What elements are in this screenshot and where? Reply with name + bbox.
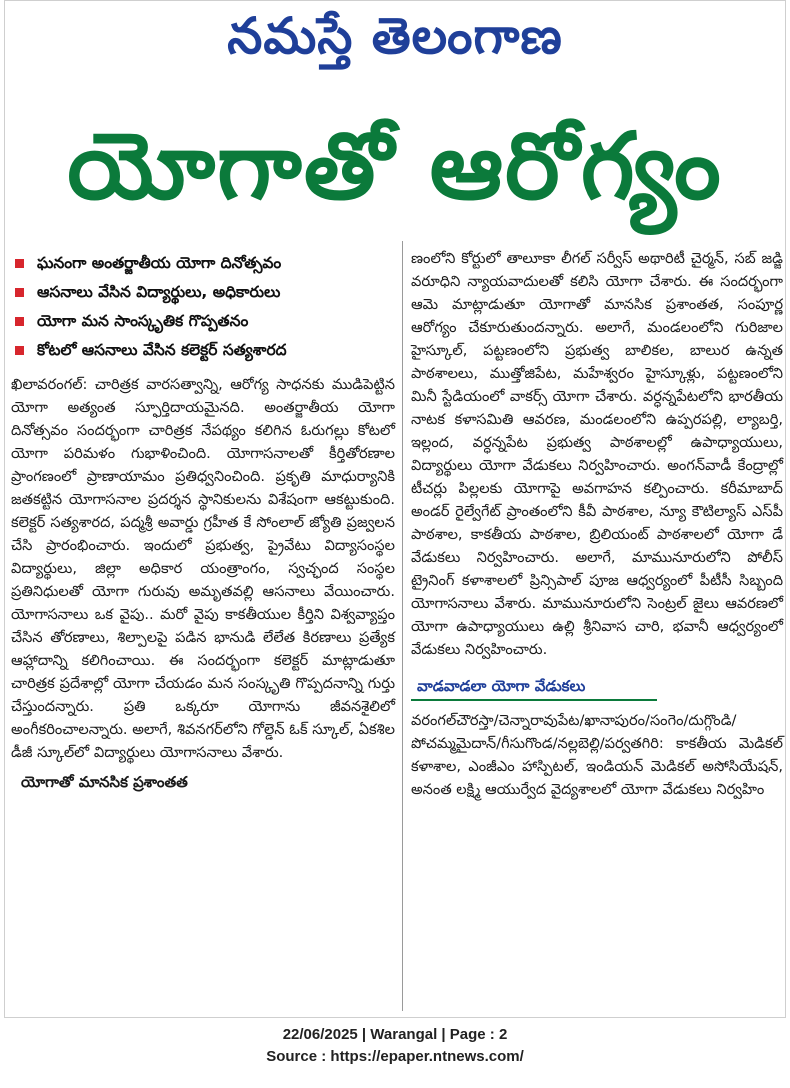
bullet-square-icon [15, 317, 24, 326]
headline: యోగాతో ఆరోగ్యం [67, 113, 723, 220]
bullet-text: కోటలో ఆసనాలు వేసిన కలెక్టర్ సత్యశారద [37, 341, 287, 359]
bullet-item [11, 307, 395, 336]
left-subheading: యోగాతో మానసిక ప్రశాంతత [21, 773, 188, 791]
left-column [11, 241, 395, 794]
bullet-square-icon [15, 259, 24, 268]
right-column [411, 241, 783, 801]
left-body-text: ఖిలావరంగల్: చారిత్రక వారసత్వాన్ని, ఆరోగ్య సాధనకు ముడిపెట్టిన యోగా అత్యంత స్ఫూర్తిదాయమైనది. అంతర్జాతీయ యోగా దినోత్సవం సందర్భంగా చారిత్రక నేపథ్యం కలిగిన ఓరుగల్లు కోటలో యోగా పరిమళం గుభాళించింది. యోగాసనాలతో కీర్తితోరణాల ప్రాంగణంలో ప్రాణాయామం ప్రతిధ్వనించింది. ప్రకృతి మాధుర్యానికి జతకట్టిన యోగాసనాల ప్రదర్శన స్థానికులను విశేషంగా ఆకట్టుకుంది. కలెక్టర్ సత్యశారద, పద్మశ్రీ అవార్డు గ్రహీత కే సోంలాల్ జ్యోతి ప్రజ్వలన చేసి ప్రారంభించారు. ఇందులో ప్రభుత్వ, ప్రైవేటు విద్యాసంస్థల విద్యార్థులు, జిల్లా అధికార యంత్రాంగం, స్వచ్ఛంద సంస్థల ప్రతినిధులతో యోగా గురువు అమృతవల్లి ఆసనాలు వేయించారు. యోగాసనాలు ఒక వైపు.. మరో వైపు కాకతీయుల కీర్తిని విశ్వవ్యాప్తం చేసిన తోరణాలు, శిల్పాలపై పడిన భానుడి లేలేత కిరణాలు ప్రత్యేక ఆహ్లాదాన్ని కలిగించాయి. ఈ సందర్భంగా కలెక్టర్ మాట్లాడుతూ చారిత్రక ప్రదేశాల్లో యోగా చేయడం మన సంస్కృతి గొప్పదనాన్ని గుర్తు చేస్తుందన్నారు. ప్రతి ఒక్కరూ యోగాను జీవనశైలిలో అంగీకరించాలన్నారు. అలాగే, శివనగర్‌లోని గోల్డెన్ ఓక్ స్కూల్, ఏకశిల డీజీ స్కూల్‌లో విద్యార్థులు యోగాసనాలు వేశారు. [11, 376, 395, 761]
bullet-text: ఘనంగా అంతర్జాతీయ యోగా దినోత్సవం [37, 254, 282, 272]
bullet-text: యోగా మన సాంస్కృతిక గొప్పతనం [37, 312, 249, 330]
bullet-square-icon [15, 346, 24, 355]
page-footer [0, 1024, 790, 1068]
bullet-square-icon [15, 288, 24, 297]
column-divider [402, 241, 403, 1011]
right-body-text: ణంలోని కోర్టులో తాలూకా లీగల్ సర్వీస్ అథారిటీ చైర్మన్, సబ్ జడ్జి వరూధిని న్యాయవాదులతో కలిసి యోగా చేశారు. ఈ సందర్భంగా ఆమె మాట్లాడుతూ యోగాతో మానసిక ప్రశాంతత, సంపూర్ణ ఆరోగ్యం చేకూరుతుందన్నారు. అలాగే, మండలంలోని గురిజాల హైస్కూల్, పట్టణంలోని ప్రభుత్వ బాలికల, బాలుర ఉన్నత పాఠశాలలు, ముత్తోజిపేట, మహేశ్వరం హైస్కూళ్లు, పట్టణంలోని మినీ స్టేడియంలో వాకర్స్ యోగా చేశారు. వర్ధన్నపేటలోని భారతీయ నాటక కళాసమితి ఆవరణ, మండలంలోని ఉప్పరపల్లి, ల్యాబర్తి, ఇల్లంద, వర్ధన్నపేట ప్రభుత్వ పాఠశాలల్లో ఉపాధ్యాయులు, విద్యార్థులు యోగా వేడుకలు నిర్వహించారు. అంగన్‌వాడీ కేంద్రాల్లో టీచర్లు పిల్లలకు యోగాపై అవగాహన కల్పించారు. కరీమాబాద్ అండర్ రైల్వేగేట్ ప్రాంతంలోని కీవీ పాఠశాల, న్యూ కౌటిల్యాస్ ఎస్‌పీ పాఠశాల, కాకతీయ పాఠశాల, బ్రిలియంట్ పాఠశాలలో యోగా డే వేడుకలు నిర్వహించారు. అలాగే, మామునూరులోని పోలీస్ ట్రైనింగ్ కళాశాలలో ప్రిన్సిపాల్ పూజ ఆధ్వర్యంలో పీటీసీ సిబ్బంది యోగాసనాలు వేశారు. మామునూరులోని సెంట్రల్ జైలు ఆవరణలో యోగా ఉపాధ్యాయులు ఉల్లి శ్రీనివాస చారి, భవానీ ఆధ్వర్యంలో వేడుకలు నిర్వహించారు. [411, 250, 783, 658]
bullet-item [11, 336, 395, 365]
right-body-text-2: వరంగల్‌చౌరస్తా/చెన్నారావుపేట/ఖానాపురం/సంగెం/దుగ్గొండి/పోచమ్మమైదాన్/గీసుగొండ/నల్లబెల్లి/పర్వతగిరి: కాకతీయ మెడికల్ కళాశాల, ఎంజీఎం హాస్పిటల్, ఇండియన్ మెడికల్ అసోసియేషన్, అనంత లక్ష్మి ఆయుర్వేద వైద్యశాలలో యోగా వేడుకలు నిర్వహిం [411, 712, 783, 798]
newspaper-clipping [4, 0, 786, 1018]
masthead-logo: నమస్తే తెలంగాణ [227, 6, 563, 65]
bullet-item [11, 249, 395, 278]
right-subheading: వాడవాడలా యోగా వేడుకలు [411, 673, 657, 701]
footer-date-line: 22/06/2025 | Warangal | Page : 2 [282, 1026, 508, 1043]
bullet-item [11, 278, 395, 307]
bullet-text: ఆసనాలు వేసిన విద్యార్థులు, అధికారులు [37, 283, 281, 301]
footer-source-line: Source : https://epaper.ntnews.com/ [266, 1048, 524, 1065]
bullet-list [11, 249, 395, 365]
